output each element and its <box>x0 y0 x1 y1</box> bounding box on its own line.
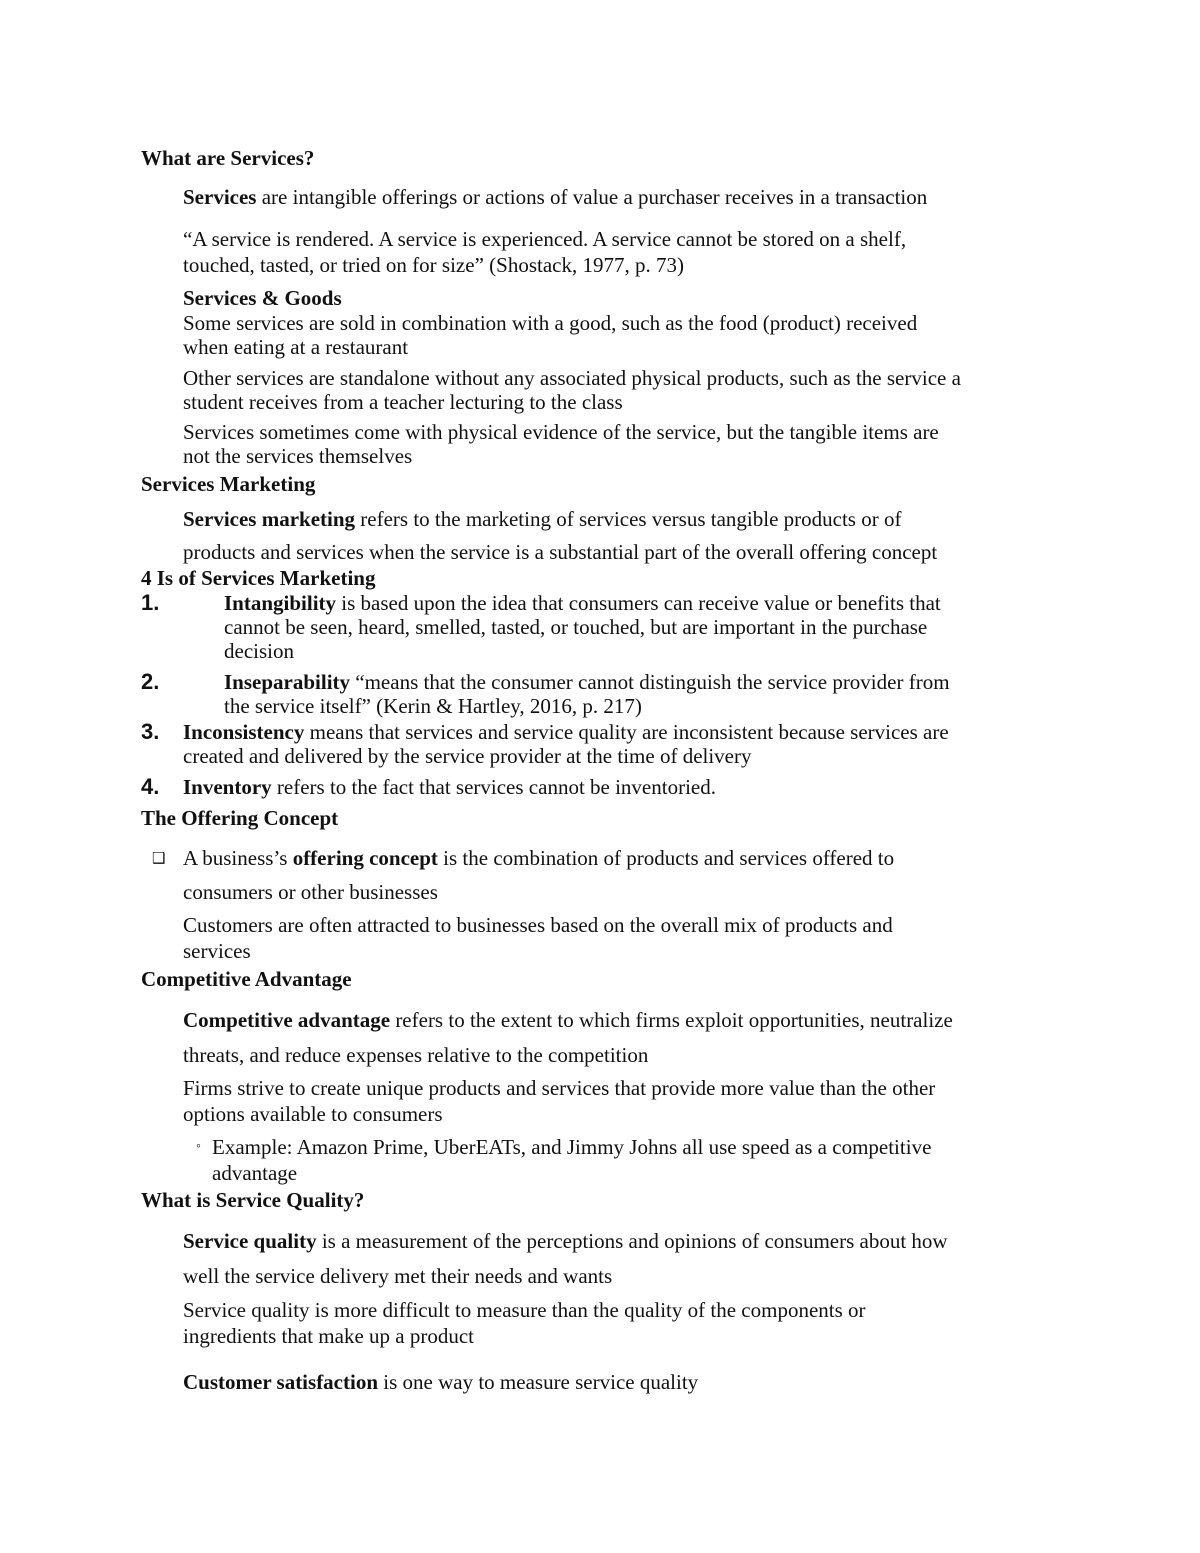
section-heading-4-is: 4 Is of Services Marketing <box>141 566 376 590</box>
term: Services <box>183 185 257 209</box>
section-heading-service-quality: What is Service Quality? <box>141 1188 365 1212</box>
sub-bullet-text-continued: advantage <box>212 1161 298 1185</box>
sub-bullet-circle-icon: ◦ <box>196 1139 201 1154</box>
section-heading-competitive-advantage: Competitive Advantage <box>141 967 352 991</box>
bullet-text: Firms strive to create unique products and services that provide more value than the other <box>183 1076 936 1100</box>
section-heading-services-marketing: Services Marketing <box>141 472 316 496</box>
section-heading-what-are-services: What are Services? <box>141 146 315 170</box>
list-number: 2. <box>141 669 160 694</box>
bullet-bracket-icon: ❑ <box>152 849 166 867</box>
list-number: 1. <box>141 590 160 615</box>
bullet-text-continued: not the services themselves <box>183 444 413 468</box>
bullet-text-continued: well the service delivery met their needs and wants <box>183 1264 613 1288</box>
bullet-text: Customers are often attracted to businesses based on the overall mix of products and <box>183 913 893 937</box>
list-item-text: Inventory refers to the fact that services cannot be inventoried. <box>183 775 716 799</box>
list-number: 4. <box>141 774 160 799</box>
term: Services marketing <box>183 507 356 531</box>
list-item-text-continued: the service itself” (Kerin & Hartley, 2016, p. 217) <box>224 694 642 718</box>
list-item-text: Inseparability “means that the consumer cannot distinguish the service provider from <box>224 670 950 694</box>
bullet-text: Services marketing refers to the marketing of services versus tangible products or of <box>183 507 902 531</box>
bullet-text-continued: threats, and reduce expenses relative to the competition <box>183 1043 649 1067</box>
term: Inconsistency <box>183 720 305 744</box>
bullet-text: Service quality is a measurement of the perceptions and opinions of consumers about how <box>183 1229 948 1253</box>
bullet-text: Customer satisfaction is one way to measure service quality <box>183 1370 699 1394</box>
bullet-text-continued: student receives from a teacher lecturing to the class <box>183 390 623 414</box>
term: Customer satisfaction <box>183 1370 379 1394</box>
bullet-text-continued: touched, tasted, or tried on for size” (Shostack, 1977, p. 73) <box>183 253 684 277</box>
subheading-services-goods: Services & Goods <box>183 286 342 310</box>
term: Inseparability <box>224 670 351 694</box>
term: Competitive advantage <box>183 1008 391 1032</box>
bullet-text: Services sometimes come with physical evidence of the service, but the tangible items are <box>183 420 939 444</box>
list-number: 3. <box>141 719 160 744</box>
bullet-text: Competitive advantage refers to the extent to which firms exploit opportunities, neutralize <box>183 1008 953 1032</box>
list-item-text-continued: decision <box>224 639 294 663</box>
list-item-text-continued: cannot be seen, heard, smelled, tasted, or touched, but are important in the purchase <box>224 615 928 639</box>
bullet-text: A business’s offering concept is the combination of products and services offered to <box>183 846 895 870</box>
bullet-text: “A service is rendered. A service is experienced. A service cannot be stored on a shelf, <box>183 227 907 251</box>
list-item-text-continued: created and delivered by the service provider at the time of delivery <box>183 744 752 768</box>
term: Service quality <box>183 1229 317 1253</box>
term: Intangibility <box>224 591 337 615</box>
section-heading-offering-concept: The Offering Concept <box>141 806 339 830</box>
bullet-text-continued: options available to consumers <box>183 1102 443 1126</box>
bullet-text: Other services are standalone without any associated physical products, such as the service a <box>183 366 961 390</box>
bullet-text: Service quality is more difficult to measure than the quality of the components or <box>183 1298 866 1322</box>
bullet-text: Some services are sold in combination with a good, such as the food (product) received <box>183 311 918 335</box>
term: Inventory <box>183 775 272 799</box>
bullet-text-continued: ingredients that make up a product <box>183 1324 474 1348</box>
list-item-text: Intangibility is based upon the idea that consumers can receive value or benefits that <box>224 591 941 615</box>
term: offering concept <box>292 846 438 870</box>
list-item-text: Inconsistency means that services and service quality are inconsistent because services are <box>183 720 949 744</box>
bullet-text-continued: services <box>183 939 251 963</box>
bullet-text: Services are intangible offerings or actions of value a purchaser receives in a transaction <box>183 185 928 209</box>
bullet-text-continued: when eating at a restaurant <box>183 335 409 359</box>
bullet-text-continued: consumers or other businesses <box>183 880 438 904</box>
sub-bullet-text: Example: Amazon Prime, UberEATs, and Jimmy Johns all use speed as a competitive <box>212 1135 932 1159</box>
bullet-text-continued: products and services when the service is a substantial part of the overall offering concept <box>183 540 938 564</box>
